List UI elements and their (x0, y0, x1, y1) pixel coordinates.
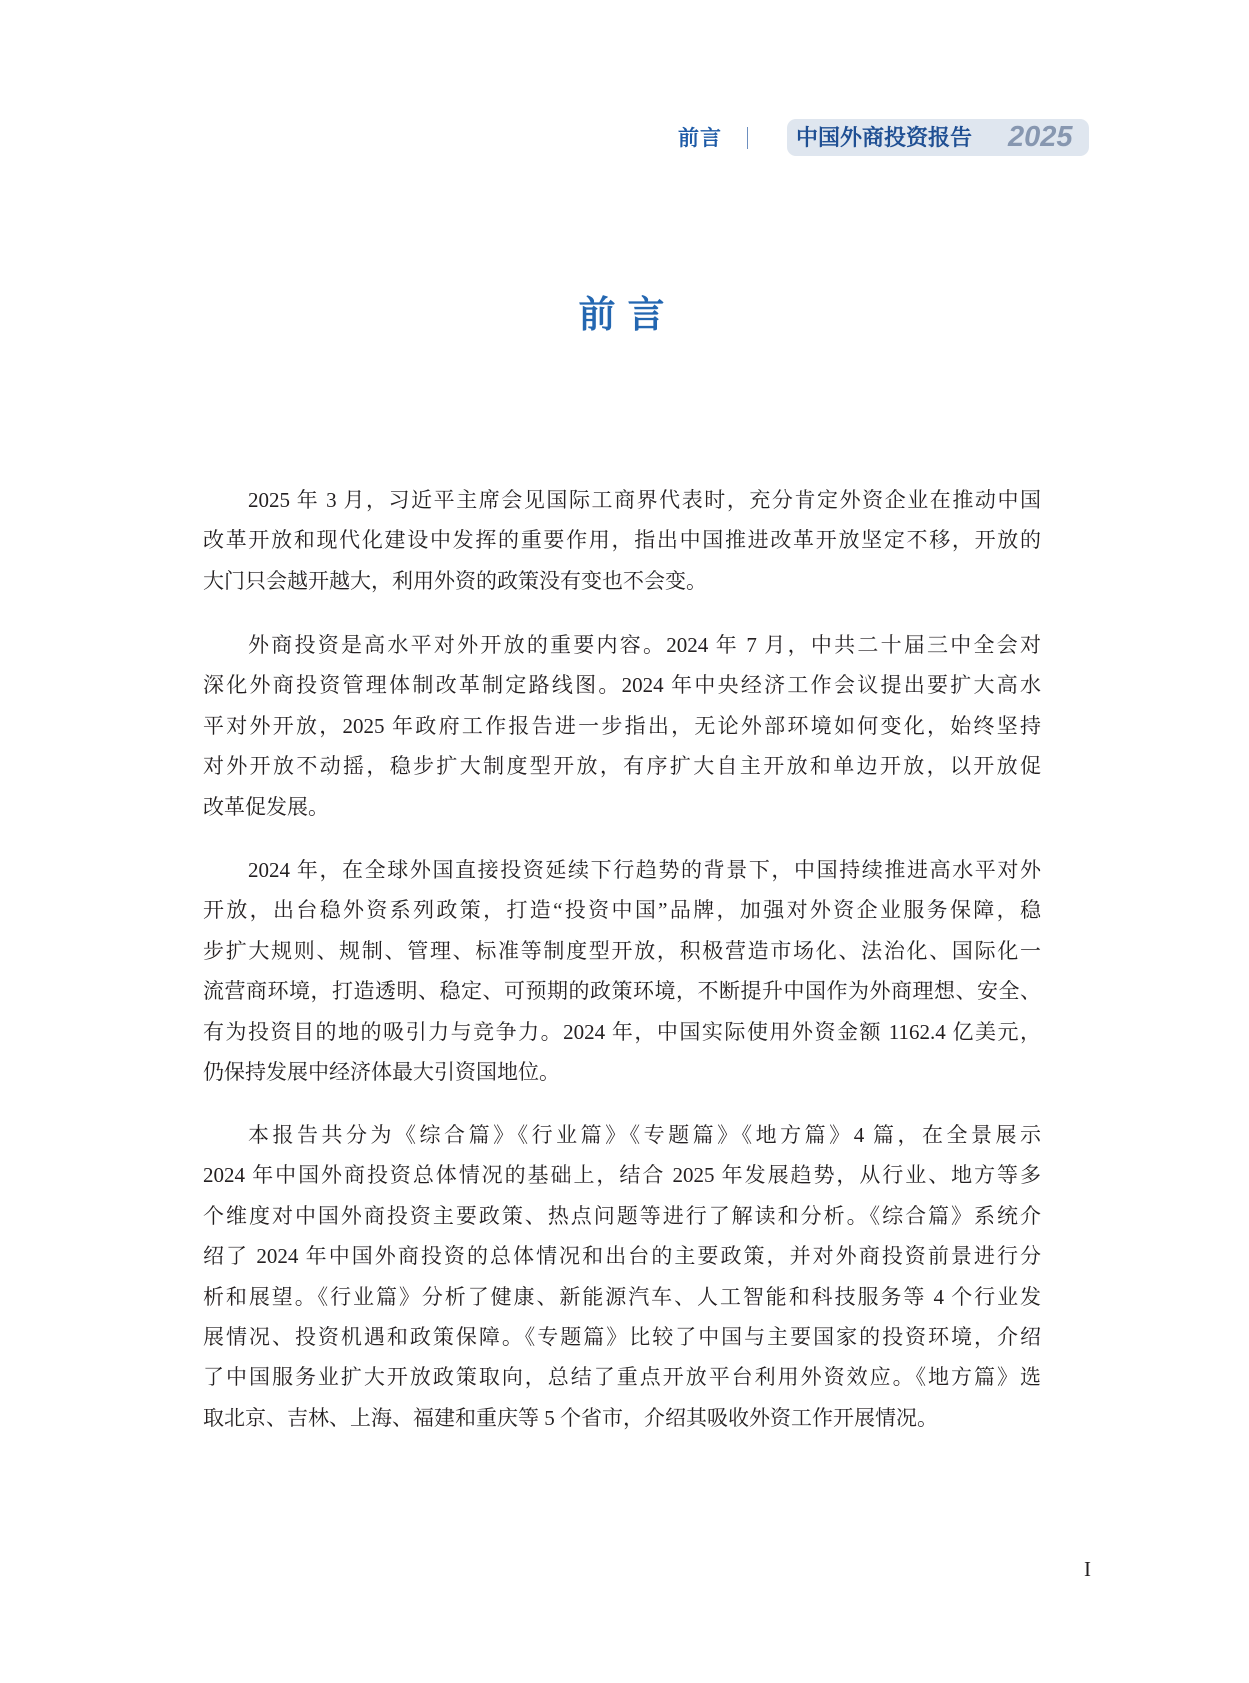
text-line: 对外开放不动摇，稳步扩大制度型开放，有序扩大自主开放和单边开放，以开放促 (203, 754, 1041, 779)
text-line: 析和展望。《行业篇》分析了健康、新能源汽车、人工智能和科技服务等 4 个行业发 (203, 1284, 1041, 1309)
header-divider (747, 127, 748, 149)
text-line: 2024 年，在全球外国直接投资延续下行趋势的背景下，中国持续推进高水平对外 (248, 858, 1041, 882)
text-line: 2024 年中国外商投资总体情况的基础上，结合 2025 年发展趋势，从行业、地方等多 (203, 1163, 1041, 1188)
text-line: 了中国服务业扩大开放政策取向，总结了重点开放平台利用外资效应。《地方篇》选 (203, 1365, 1041, 1390)
page-number: I (1084, 1557, 1091, 1581)
text-line: 有为投资目的地的吸引力与竞争力。2024 年，中国实际使用外资金额 1162.4 亿美元， (203, 1019, 1041, 1044)
text-line: 改革开放和现代化建设中发挥的重要作用，指出中国推进改革开放坚定不移，开放的 (203, 528, 1041, 553)
text-line: 开放，出台稳外资系列政策，打造“投资中国”品牌，加强对外资企业服务保障，稳 (203, 898, 1041, 923)
text-line: 步扩大规则、规制、管理、标准等制度型开放，积极营造市场化、法治化、国际化一 (203, 938, 1041, 963)
header-report-title: 中国外商投资报告 (796, 125, 973, 151)
text-line: 展情况、投资机遇和政策保障。《专题篇》比较了中国与主要国家的投资环境，介绍 (203, 1324, 1041, 1349)
text-line: 取北京、吉林、上海、福建和重庆等 5 个省市，介绍其吸收外资工作开展情况。 (203, 1405, 938, 1430)
paragraph (203, 480, 1041, 601)
paragraph (203, 625, 1041, 827)
text-line: 个维度对中国外商投资主要政策、热点问题等进行了解读和分析。《综合篇》系统介 (203, 1203, 1041, 1228)
text-line: 改革促发展。 (203, 794, 329, 819)
text-line: 2025 年 3 月，习近平主席会见国际工商界代表时，充分肯定外资企业在推动中国 (248, 488, 1041, 512)
header-report-year: 2025 (1008, 121, 1073, 153)
text-line: 绍了 2024 年中国外商投资的总体情况和出台的主要政策，并对外商投资前景进行分 (203, 1244, 1041, 1269)
text-line: 深化外商投资管理体制改革制定路线图。2024 年中央经济工作会议提出要扩大高水 (203, 673, 1041, 698)
text-line: 平对外开放，2025 年政府工作报告进一步指出，无论外部环境如何变化，始终坚持 (203, 713, 1041, 738)
text-line: 外商投资是高水平对外开放的重要内容。2024 年 7 月，中共二十届三中全会对 (248, 633, 1041, 657)
text-line: 流营商环境，打造透明、稳定、可预期的政策环境，不断提升中国作为外商理想、安全、 (203, 979, 1041, 1004)
paragraph (203, 1115, 1041, 1438)
text-line: 仍保持发展中经济体最大引资国地位。 (203, 1059, 560, 1084)
text-line: 本报告共分为《综合篇》《行业篇》《专题篇》《地方篇》4 篇，在全景展示 (248, 1123, 1041, 1147)
page-title: 前言 (578, 293, 677, 336)
header-section-label: 前言 (678, 126, 722, 150)
paragraph (203, 850, 1041, 1092)
text-line: 大门只会越开越大，利用外资的政策没有变也不会变。 (203, 568, 707, 593)
